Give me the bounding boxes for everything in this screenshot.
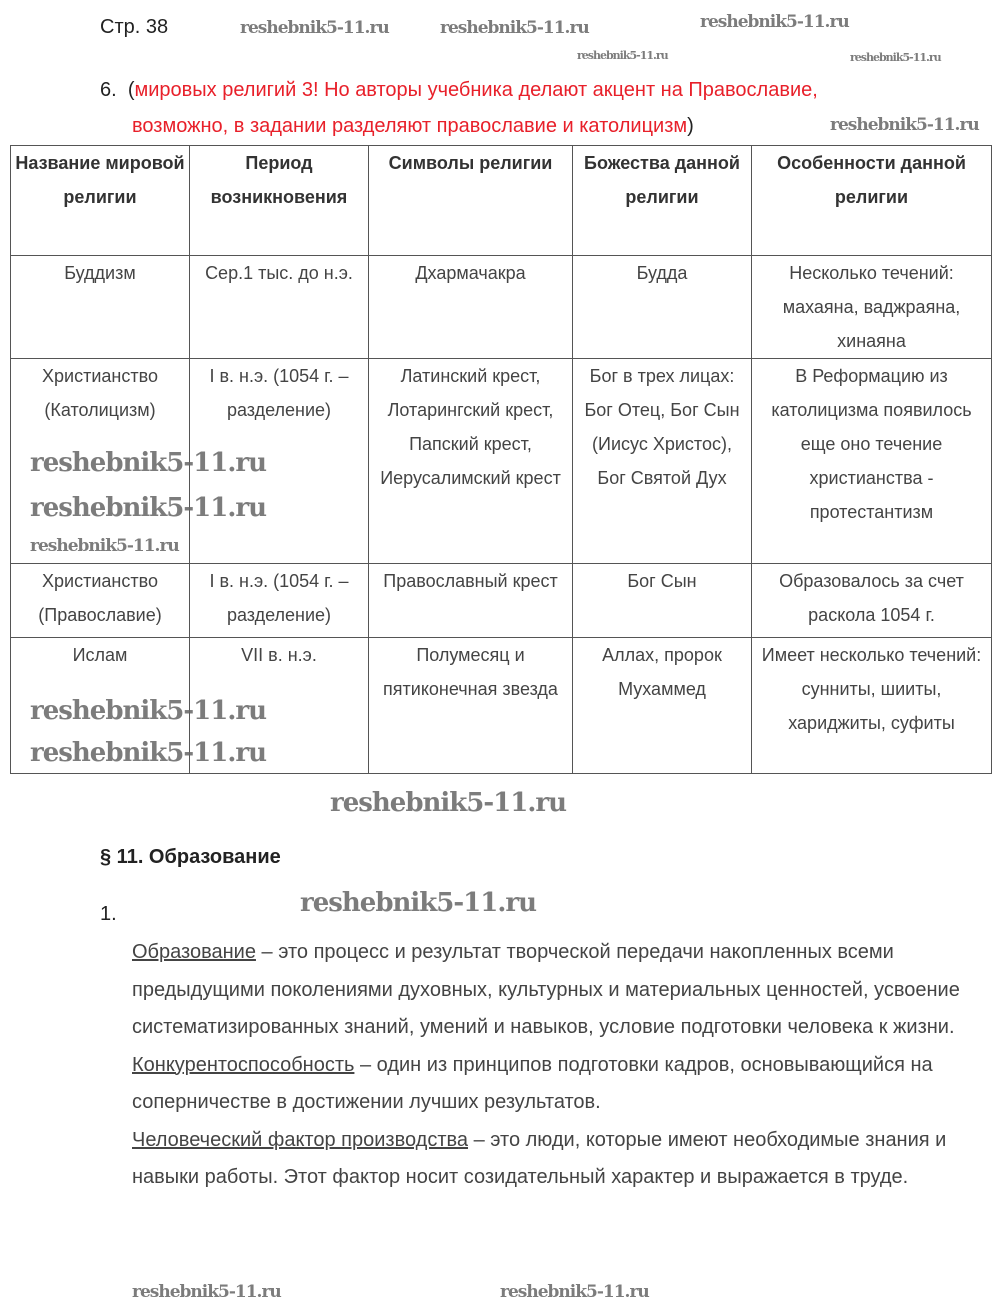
table-cell: Образовалось за счет раскола 1054 г.: [752, 564, 992, 638]
table-row: [11, 564, 992, 638]
table-cell: Православный крест: [369, 564, 573, 638]
watermark: reshebnik5-11.ru: [30, 493, 267, 523]
watermark: reshebnik5-11.ru: [30, 536, 179, 556]
table-cell: Дхармачакра: [369, 256, 573, 359]
definition: [132, 1122, 962, 1197]
watermark: reshebnik5-11.ru: [830, 115, 979, 135]
table-cell: VII в. н.э.: [190, 638, 369, 774]
watermark: reshebnik5-11.ru: [132, 1282, 281, 1302]
paren: (: [127, 79, 135, 101]
watermark: reshebnik5-11.ru: [240, 18, 389, 38]
watermark: reshebnik5-11.ru: [440, 18, 589, 38]
table-row: [11, 256, 992, 359]
table-cell: Буддизм: [11, 256, 190, 359]
watermark: reshebnik5-11.ru: [300, 888, 537, 918]
task-number: 1.: [100, 903, 117, 925]
watermark: reshebnik5-11.ru: [577, 49, 668, 62]
header-cell: Особенности данной религии: [752, 146, 992, 256]
task-note-line2: возможно, в задании разделяют православие и католицизм: [132, 115, 688, 137]
table-cell: Полумесяц и пятиконечная звезда: [369, 638, 573, 774]
watermark: reshebnik5-11.ru: [30, 696, 267, 726]
table-cell: Несколько течений: махаяна, ваджраяна, хинаяна: [752, 256, 992, 359]
table-cell: Бог в трех лицах: Бог Отец, Бог Сын (Иисус Христос), Бог Святой Дух: [573, 359, 752, 564]
table-cell: I в. н.э. (1054 г. – разделение): [190, 564, 369, 638]
task-6: [100, 72, 818, 144]
table-cell: I в. н.э. (1054 г. – разделение): [190, 359, 369, 564]
definition: [132, 934, 962, 1047]
table-cell: Ислам: [11, 638, 190, 774]
watermark: reshebnik5-11.ru: [700, 12, 849, 32]
header-cell: Символы религии: [369, 146, 573, 256]
term: Конкурентоспособность: [132, 1053, 355, 1076]
table-cell: Латинский крест, Лотарингский крест, Папский крест, Иерусалимский крест: [369, 359, 573, 564]
watermark: reshebnik5-11.ru: [330, 788, 567, 818]
definition-text: – один из принципов подготовки кадров, основывающийся на соперничестве в достижении лучших результатов.: [132, 1053, 933, 1113]
table-cell: Аллах, пророк Мухаммед: [573, 638, 752, 774]
table-cell: Имеет несколько течений: сунниты, шииты, хариджиты, суфиты: [752, 638, 992, 774]
watermark: reshebnik5-11.ru: [30, 448, 267, 478]
paren: ): [687, 115, 694, 137]
task-number: 6.: [100, 79, 117, 101]
table-cell: Сер.1 тыс. до н.э.: [190, 256, 369, 359]
page-label: Стр. 38: [100, 16, 169, 38]
table-cell: В Реформацию из католицизма появилось еще оно течение христианства - протестантизм: [752, 359, 992, 564]
term: Человеческий фактор производства: [132, 1128, 469, 1151]
table-cell: Христианство (Православие): [11, 564, 190, 638]
task-note-line1: мировых религий 3! Но авторы учебника делают акцент на Православие,: [134, 79, 818, 101]
table-cell: Христианство (Католицизм): [11, 359, 190, 564]
watermark: reshebnik5-11.ru: [30, 738, 267, 768]
definition-text: – это процесс и результат творческой передачи накопленных всеми предыдущими поколениями духовных, культурных и материальных ценностей, усвоение систематизированных знаний, умений и навыков, условие подготовки человека к жизни.: [132, 941, 960, 1038]
header-cell: Божества данной религии: [573, 146, 752, 256]
table-cell: Будда: [573, 256, 752, 359]
term: Образование: [132, 941, 256, 963]
table-header-row: [11, 146, 992, 256]
watermark: reshebnik5-11.ru: [850, 51, 941, 64]
section-heading: § 11. Образование: [100, 846, 281, 868]
definition: [132, 1047, 962, 1122]
header-cell: Название мировой религии: [11, 146, 190, 256]
table-cell: Бог Сын: [573, 564, 752, 638]
watermark: reshebnik5-11.ru: [500, 1282, 649, 1302]
header-cell: Период возникновения: [190, 146, 369, 256]
definition-text: – это люди, которые имеют необходимые знания и навыки работы. Этот фактор носит созидательный характер и выражается в труде.: [132, 1128, 947, 1188]
definitions: [132, 934, 962, 1197]
